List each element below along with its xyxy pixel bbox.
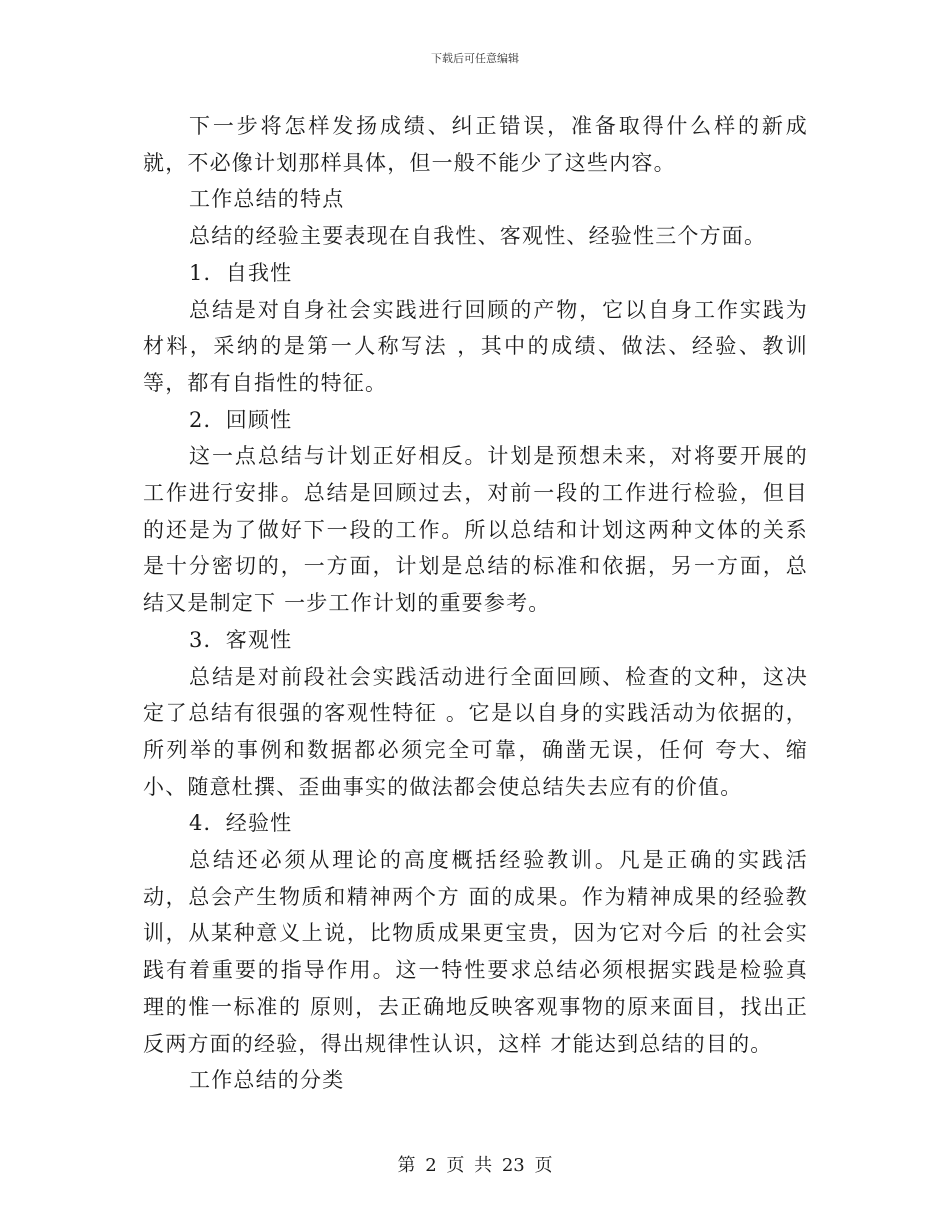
paragraph: 总结的经验主要表现在自我性、客观性、经验性三个方面。 — [189, 224, 767, 249]
page-footer: 第 2 页 共 23 页 — [397, 1155, 553, 1176]
page-header: 下载后可任意编辑 — [431, 52, 519, 65]
paragraph: 这一点总结与计划正好相反。计划是预想未来，对将要开展的工作进行安排。总结是回顾过去，对前一段的工作进行检验，但目的还是为了做好下一段的工作。所以总结和计划这两种文体的关系是十分密切的，一方面，计划是总结的标准和依据，另一方面，总结又是制定下 一步工作计划的重要参考。 — [143, 444, 808, 616]
paragraph: 总结是对自身社会实践进行回顾的产物，它以自身工作实践为材料，采纳的是第一人称写法 ，其中的成绩、做法、经验、教训等，都有自指性的特征。 — [143, 297, 808, 395]
section-heading: 工作总结的分类 — [189, 1068, 345, 1093]
paragraph: 下一步将怎样发扬成绩、纠正错误，准备取得什么样的新成就，不必像计划那样具体，但一般不能少了这些内容。 — [143, 114, 808, 175]
subheading: 2．回顾性 — [189, 407, 293, 432]
section-heading: 工作总结的特点 — [189, 187, 345, 212]
subheading: 3．客观性 — [189, 627, 293, 652]
subheading: 4．经验性 — [189, 811, 293, 836]
paragraph: 总结是对前段社会实践活动进行全面回顾、检查的文种，这决定了总结有很强的客观性特征 。它是以自身的实践活动为依据的，所列举的事例和数据都必须完全可靠，确凿无误，任何 夸大、缩小、随意杜撰、歪曲事实的做法都会使总结失去应有的价值。 — [143, 664, 808, 799]
subheading: 1．自我性 — [189, 260, 293, 285]
document-body — [143, 108, 808, 1099]
paragraph: 总结还必须从理论的高度概括经验教训。凡是正确的实践活动，总会产生物质和精神两个方 面的成果。作为精神成果的经验教训，从某种意义上说，比物质成果更宝贵，因为它对今后 的社会实践有着重要的指导作用。这一特性要求总结必须根据实践是检验真理的惟一标准的 原则，去正确地反映客观事物的原来面目，找出正反两方面的经验，得出规律性认识，这样 才能达到总结的目的。 — [143, 848, 808, 1056]
